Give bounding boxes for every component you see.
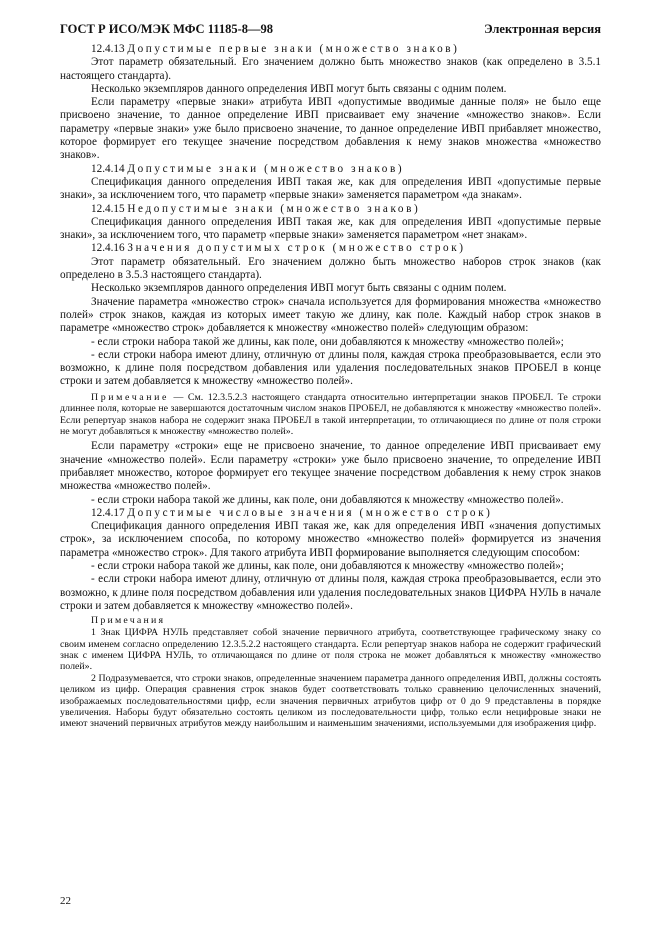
paragraph: Этот параметр обязательный. Его значением должно быть множество знаков (как определено в 3.5.1 настоящего стандарта). <box>60 56 601 82</box>
list-item: - если строки набора имеют длину, отличную от длины поля, каждая строка преобразовывается, если это возможно, к длине поля посредством добавления или удаления последовательных знаков ЦИФРА НУЛЬ в начале строки и затем добавляется к множеству «множество полей». <box>60 573 601 612</box>
paragraph: Этот параметр обязательный. Его значением должно быть множество наборов строк знаков (как определено в 3.5.3 настоящего стандарта). <box>60 255 601 282</box>
section-title: Недопустимые знаки (множество знаков) <box>127 202 421 215</box>
paragraph: Спецификация данного определения ИВП такая же, как для определения ИВП «значения допустимых строк», за исключением способа, по которому множество «множество полей» формируется из значения параметра «множество строк». Для такого атрибута ИВП формирование выполняется следующим способом: <box>60 520 601 559</box>
page-number: 22 <box>60 895 71 907</box>
section-title: Допустимые знаки (множество знаков) <box>127 162 405 175</box>
notes-heading: Примечания <box>91 615 166 627</box>
section-number: 12.4.15 <box>91 202 125 215</box>
document-title: ГОСТ Р ИСО/МЭК МФС 11185-8—98 <box>60 22 273 36</box>
section-heading <box>60 507 601 520</box>
version-label: Электронная версия <box>484 22 601 36</box>
note: 2 Подразумевается, что строки знаков, определенные значением параметра данного определения ИВП, должны состоять целиком из цифр. Операция сравнения строк знаков будет соответствовать только сравнению целочисленных значений, изображаемых последовательностями цифр, если значения первичных атрибутов цифр от 0 до 9 представлены в порядке увеличения. Наборы будут обязательно состоять целиком из последовательности цифр, только если нецифровые знаки не имеют значений первичных атрибутов между наибольшим и наименьшим значениями, используемыми для изображения цифр. <box>60 672 601 730</box>
note: 1 Знак ЦИФРА НУЛЬ представляет собой значение первичного атрибута, соответствующее графическому знаку со своим именем согласно определению 12.3.5.2.2 настоящего стандарта. Если репертуар знаков набора не содержит графический знак с именем ЦИФРА НУЛЬ, то отличающаяся по длине от поля строка не может добавляться к множеству «множество полей». <box>60 627 601 673</box>
paragraph: Несколько экземпляров данного определения ИВП могут быть связаны с одним полем. <box>91 282 507 295</box>
section-heading <box>60 43 601 56</box>
document-body <box>60 43 601 730</box>
paragraph: Если параметру «первые знаки» атрибута ИВП «допустимые вводимые данные поля» не было еще присвоено значение, то данное определение ИВП присваивает ему значение «множество знаков». Если параметру «первые знаки» уже было присвоено значение, то данное определение ИВП прибавляет множество, которое формирует его текущее значение посредством добавления к нему знаков множества «множество знаков». <box>60 96 601 162</box>
section-heading <box>60 203 601 216</box>
section-number: 12.4.17 <box>91 506 125 519</box>
section-heading <box>60 163 601 176</box>
list-item: - если строки набора такой же длины, как поле, они добавляются к множеству «множество полей»; <box>91 560 564 573</box>
paragraph: Если параметру «строки» еще не присвоено значение, то данное определение ИВП присваивает ему значение «множество полей». Если параметру «строки» уже было присвоено значение, то определение ИВП прибавляет множество, которое формирует его текущее значение посредством добавления к нему строк знаков множества «множество полей». <box>60 440 601 493</box>
paragraph: Значение параметра «множество строк» сначала используется для формирования множества «множество полей» строк знаков, каждая из которых имеет такую же длину, как поле. Каждый набор строк знаков в параметре «множество строк» добавляется к множеству «множество полей» следующим образом: <box>60 295 601 335</box>
section-title: Допустимые числовые значения (множество строк) <box>127 506 493 519</box>
list-item: - если строки набора такой же длины, как поле, они добавляются к множеству «множество полей». <box>91 493 564 506</box>
section-title: Допустимые первые знаки (множество знаков) <box>127 43 460 55</box>
paragraph: Несколько экземпляров данного определения ИВП могут быть связаны с одним полем. <box>91 82 507 95</box>
list-item: - если строки набора такой же длины, как поле, они добавляются к множеству «множество полей»; <box>91 335 564 348</box>
section-number: 12.4.14 <box>91 162 125 175</box>
section-heading <box>60 242 601 255</box>
note <box>60 392 601 438</box>
paragraph: Спецификация данного определения ИВП такая же, как для определения ИВП «допустимые первые знаки», за исключением того, что параметр «первые знаки» заменяется параметром «нет знакам». <box>60 215 601 242</box>
section-title: Значения допустимых строк (множество строк) <box>127 242 466 255</box>
list-item: - если строки набора имеют длину, отличную от длины поля, каждая строка преобразовывается, если это возможно, к длине поля посредством добавления или удаления последовательных знаков ПРОБЕЛ в конце строки и затем добавляется к множеству «множество полей». <box>60 348 601 388</box>
note-label: Примечание <box>91 391 170 403</box>
note-text: — См. 12.3.5.2.3 настоящего стандарта относительно интерпретации знаков ПРОБЕЛ. Те строки длиннее поля, которые не завершаются достаточным числом знаков ПРОБЕЛ, не добавляются к множеству «множество полей». Если репертуар знаков набора не содержит знака ПРОБЕЛ в такой интерпретации, то отличающиеся по длине от поля строки не могут добавляться к множеству «множество полей». <box>60 391 601 437</box>
page-header <box>60 22 601 38</box>
paragraph: Спецификация данного определения ИВП такая же, как для определения ИВП «допустимые первые знаки», за исключением того, что параметр «первые знаки» заменяется параметром «да знакам». <box>60 175 601 202</box>
section-number: 12.4.13 <box>91 43 125 55</box>
section-number: 12.4.16 <box>91 242 125 255</box>
